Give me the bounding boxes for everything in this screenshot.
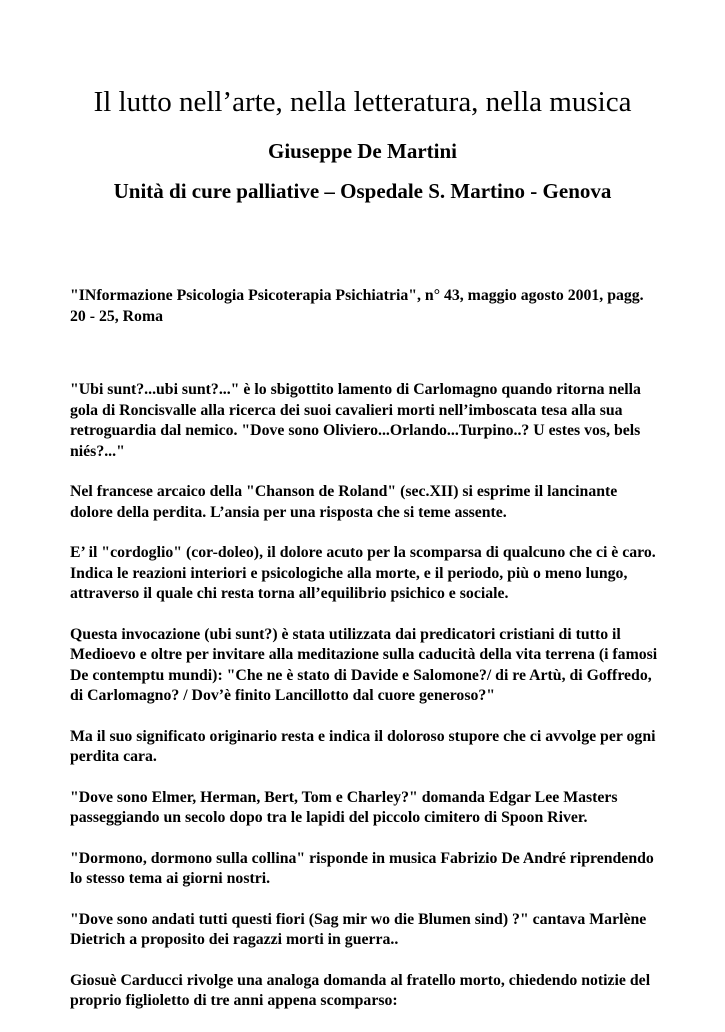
- paragraph-1: "Ubi sunt?...ubi sunt?..." è lo sbigottito lamento di Carlomagno quando ritorna nella gola di Roncisvalle alla ricerca dei suoi cavalieri morti nell’imboscata tesa alla sua retroguardia dal nemico. "Dove sono Oliviero...Orlando...Turpino..? U estes vos, bels niés?...": [70, 381, 641, 460]
- paragraph-7: "Dormono, dormono sulla collina" risponde in musica Fabrizio De André riprendendo lo stesso tema ai giorni nostri.: [70, 849, 654, 887]
- paragraph-6: "Dove sono Elmer, Herman, Bert, Tom e Charley?" domanda Edgar Lee Masters passeggiando un secolo dopo tra le lapidi del piccolo cimitero di Spoon River.: [70, 788, 618, 826]
- paragraph-9: Giosuè Carducci rivolge una analoga domanda al fratello morto, chiedendo notizie del proprio figlioletto di tre anni appena scomparso:: [70, 971, 651, 1009]
- paragraph-2: Nel francese arcaico della "Chanson de Roland" (sec.XII) si esprime il lancinante dolore della perdita. L’ansia per una risposta che si teme assente.: [70, 483, 618, 521]
- author-name: Giuseppe De Martini: [268, 139, 457, 163]
- paragraph-8: "Dove sono andati tutti questi fiori (Sag mir wo die Blumen sind) ?" cantava Marlène Dietrich a proposito dei ragazzi morti in guerra..: [70, 910, 647, 948]
- author-affiliation: Unità di cure palliative – Ospedale S. Martino - Genova: [113, 179, 612, 203]
- paragraph-3: E’ il "cordoglio" (cor-doleo), il dolore acuto per la scomparsa di qualcuno che ci è caro. Indica le reazioni interiori e psicologiche alla morte, e il periodo, più o meno lungo, attraverso il quale chi resta torna all’equilibrio psichico e sociale.: [70, 544, 656, 602]
- document-title: Il lutto nell’arte, nella letteratura, nella musica: [93, 86, 632, 118]
- paragraph-4: Questa invocazione (ubi sunt?) è stata utilizzata dai predicatori cristiani di tutto il Medioevo e oltre per invitare alla meditazione sulla caducità della vita terrena (i famosi De contemptu mundi): "Che ne è stato di Davide e Salomone?/ di re Artù, di Goffredo, di Carlomagno? / Dov’è finito Lancillotto dal cuore generoso?": [70, 625, 658, 704]
- publication-citation: "INformazione Psicologia Psicoterapia Psichiatria", n° 43, maggio agosto 2001, pagg. 20 - 25, Roma: [70, 287, 644, 325]
- document-body: [70, 286, 660, 1032]
- paragraph-5: Ma il suo significato originario resta e indica il doloroso stupore che ci avvolge per ogni perdita cara.: [70, 727, 656, 765]
